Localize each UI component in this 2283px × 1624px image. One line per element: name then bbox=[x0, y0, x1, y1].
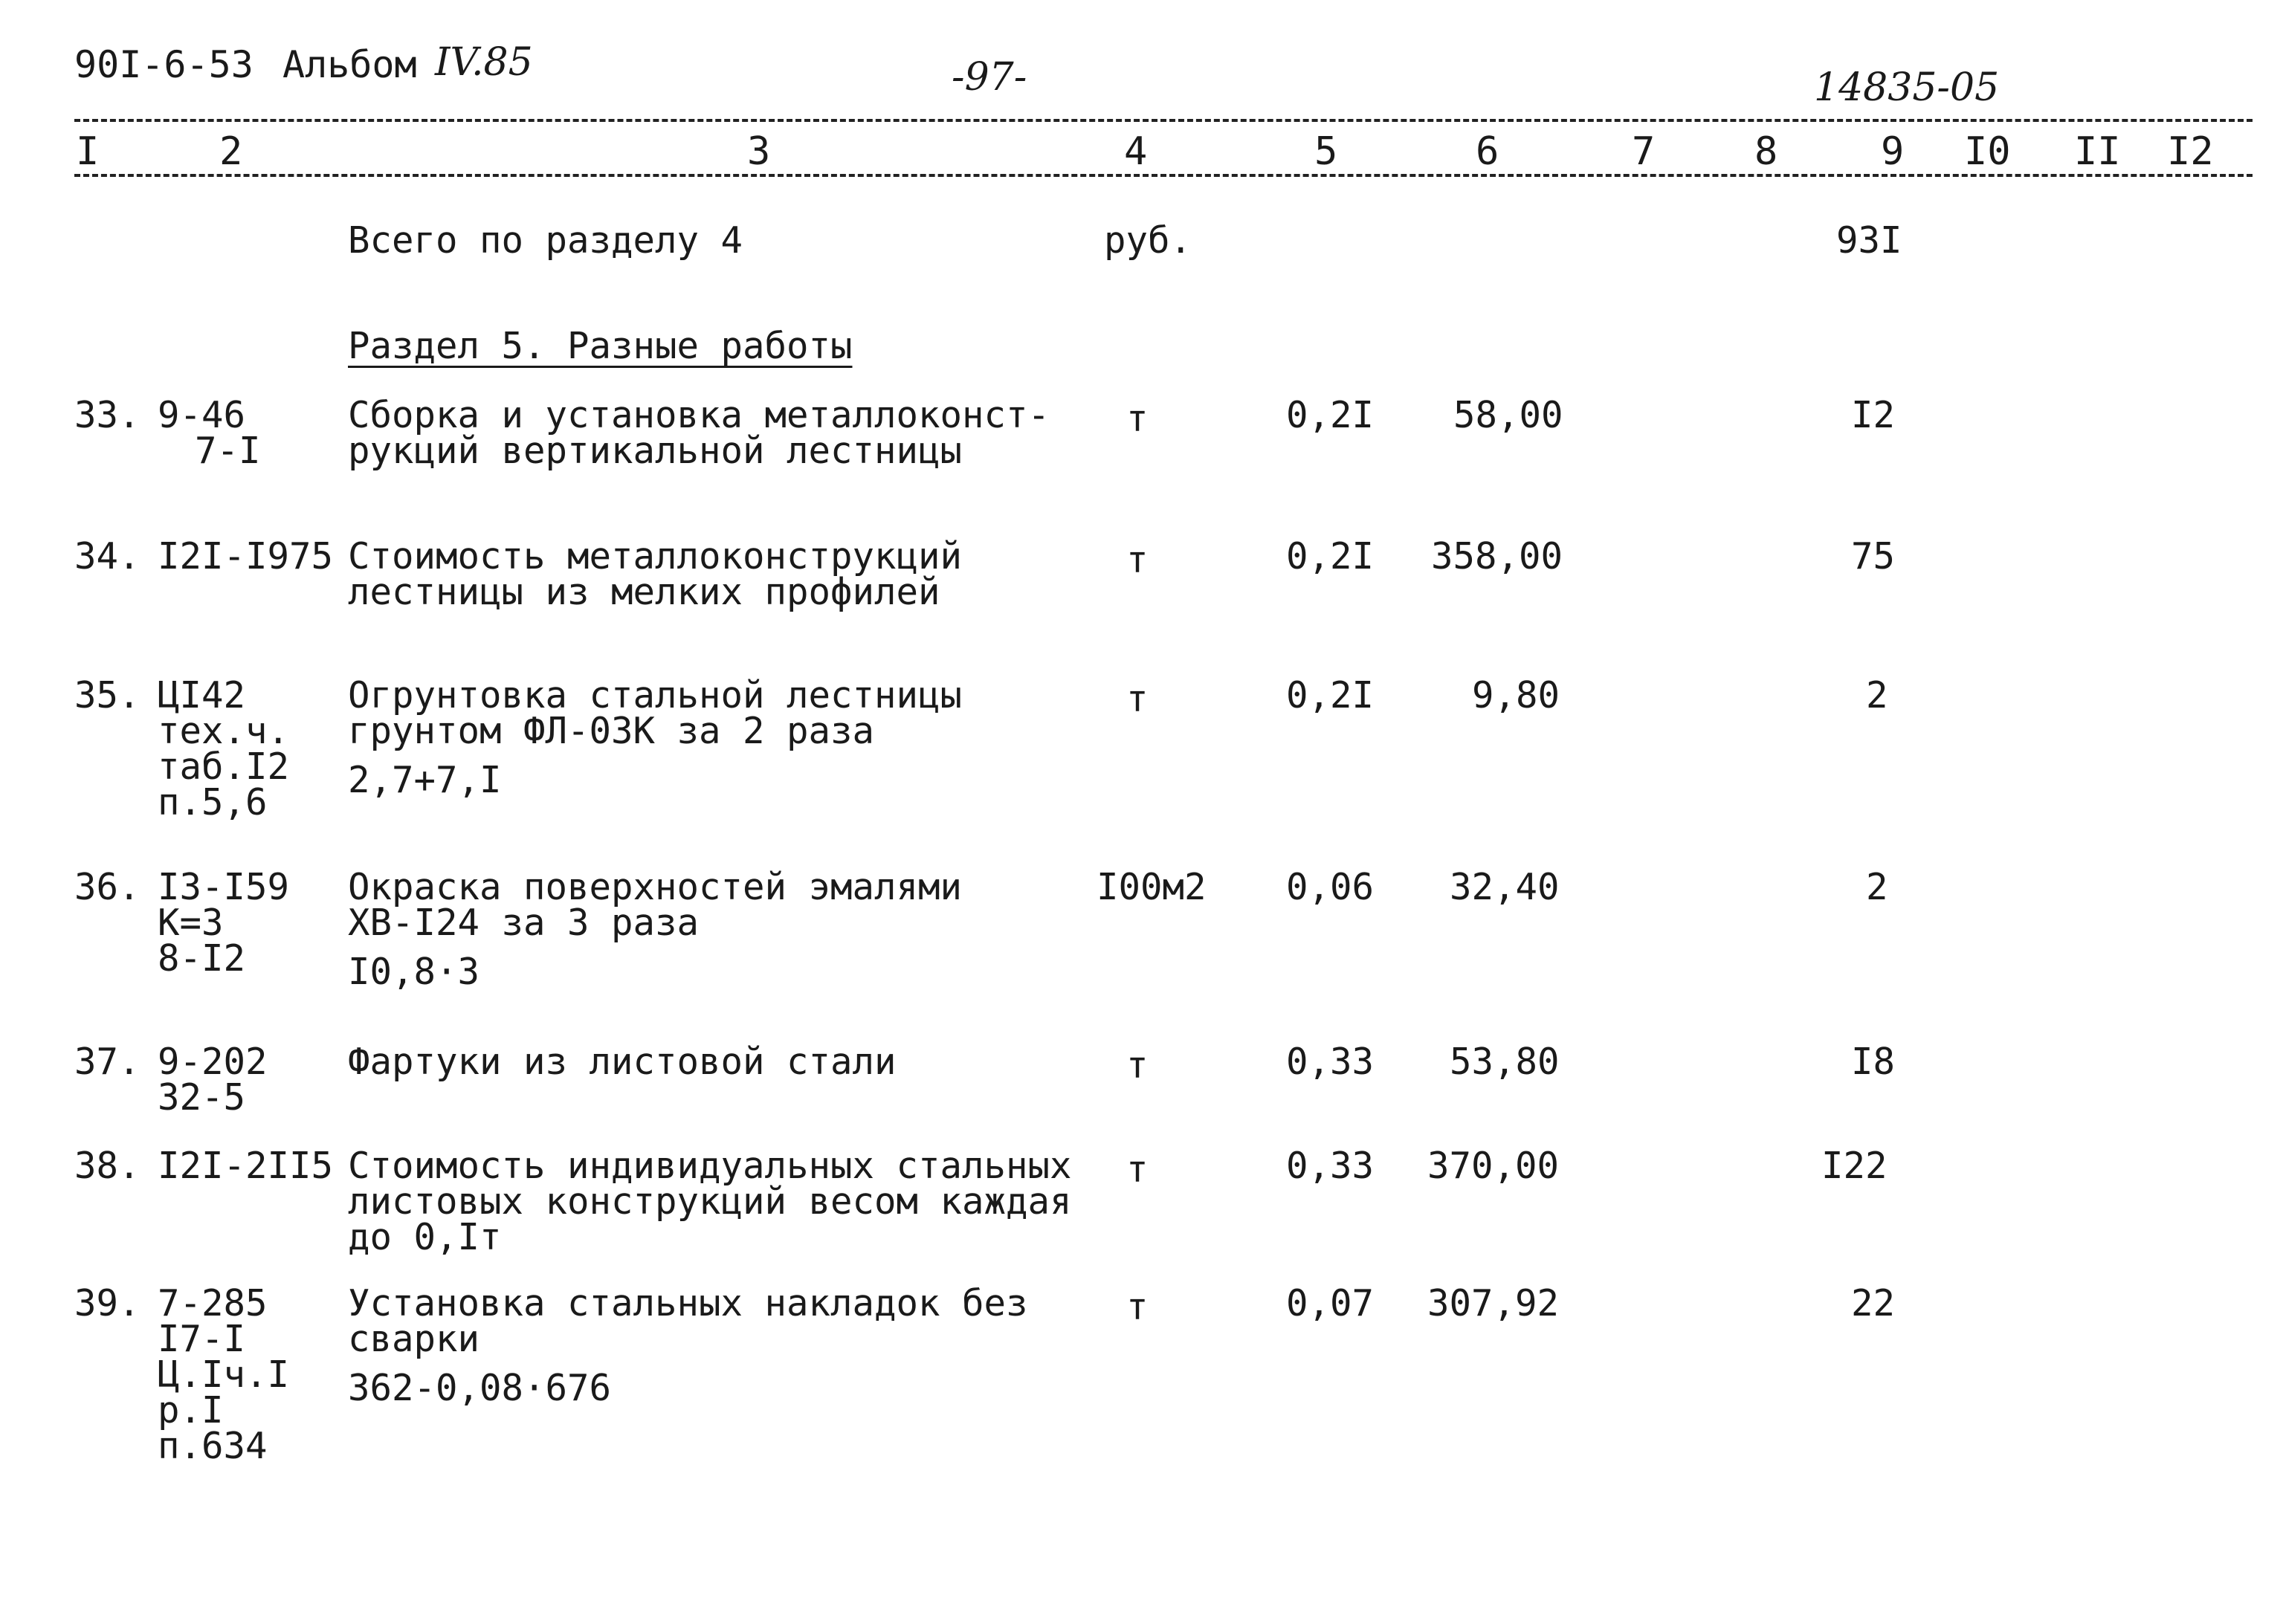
row-quantity: 0,33 bbox=[1286, 1145, 1375, 1187]
description-line: листовых конструкций весом каждая bbox=[348, 1180, 1072, 1223]
page-number: -97- bbox=[952, 55, 1027, 100]
description-line: Окраска поверхностей эмалями bbox=[348, 866, 963, 908]
row-code bbox=[158, 866, 290, 980]
row-quantity: 0,2I bbox=[1286, 674, 1375, 716]
summary-unit: руб. bbox=[1104, 219, 1192, 262]
row-number: 35. bbox=[74, 674, 141, 716]
row-code bbox=[158, 1282, 290, 1467]
column-number: 4 bbox=[1124, 129, 1148, 174]
code-line: 32-5 bbox=[158, 1076, 246, 1119]
row-unit: т bbox=[1126, 1044, 1149, 1087]
code-line: I7-I bbox=[158, 1318, 246, 1360]
code-line: I2I-2II5 bbox=[158, 1145, 334, 1187]
code-line: 9-46 bbox=[158, 394, 246, 436]
row-unit-price: 53,80 bbox=[1450, 1041, 1560, 1083]
row-total: 75 bbox=[1851, 535, 1896, 578]
row-description bbox=[348, 535, 963, 613]
row-unit: т bbox=[1126, 398, 1149, 440]
row-quantity: 0,07 bbox=[1286, 1282, 1375, 1324]
row-unit-price: 58,00 bbox=[1453, 394, 1563, 436]
description-line: Сборка и установка металлоконст- bbox=[348, 394, 1050, 436]
code-line: 9-202 bbox=[158, 1041, 268, 1083]
row-description bbox=[348, 866, 963, 993]
row-description bbox=[348, 1282, 1028, 1409]
code-line: ЦI42 bbox=[158, 674, 246, 716]
code-line: 7-I bbox=[195, 430, 261, 472]
row-description bbox=[348, 1145, 1072, 1258]
code-line: п.5,6 bbox=[158, 781, 268, 824]
row-unit-price: 32,40 bbox=[1450, 866, 1560, 908]
document-code: 90I-6-53 bbox=[74, 43, 254, 86]
column-number: 2 bbox=[219, 129, 243, 174]
row-unit: I00м2 bbox=[1097, 866, 1207, 908]
description-line: ХВ-I24 за 3 раза bbox=[348, 902, 700, 944]
column-number: I0 bbox=[1964, 129, 2011, 174]
row-number: 33. bbox=[74, 394, 141, 436]
column-number: 6 bbox=[1476, 129, 1499, 174]
description-line: грунтом ФЛ-03К за 2 раза bbox=[348, 710, 875, 752]
row-quantity: 0,2I bbox=[1286, 394, 1375, 436]
row-unit-price: 370,00 bbox=[1427, 1145, 1560, 1187]
column-number: I bbox=[76, 129, 100, 174]
code-line: п.634 bbox=[158, 1425, 268, 1467]
calculation-line: I0,8·3 bbox=[348, 951, 480, 993]
section-title: Раздел 5. Разные работы bbox=[348, 325, 853, 367]
code-line: Ц.Iч.I bbox=[158, 1353, 290, 1396]
calculation-line: 2,7+7,I bbox=[348, 759, 502, 801]
document-number: 14835-05 bbox=[1814, 65, 2000, 110]
code-line: 8-I2 bbox=[158, 937, 246, 980]
row-number: 38. bbox=[74, 1145, 141, 1187]
row-total: I22 bbox=[1821, 1145, 1888, 1187]
row-unit-price: 358,00 bbox=[1431, 535, 1563, 578]
row-unit: т bbox=[1126, 1148, 1149, 1191]
row-quantity: 0,06 bbox=[1286, 866, 1375, 908]
row-code bbox=[158, 674, 290, 824]
summary-label: Всего по разделу 4 bbox=[348, 219, 743, 262]
row-number: 39. bbox=[74, 1282, 141, 1324]
row-unit: т bbox=[1126, 539, 1149, 581]
column-number: 3 bbox=[747, 129, 771, 174]
column-number: 9 bbox=[1881, 129, 1905, 174]
row-total: I2 bbox=[1851, 394, 1896, 436]
calculation-line: 362-0,08·676 bbox=[348, 1367, 612, 1409]
column-number: II bbox=[2074, 129, 2121, 174]
row-code bbox=[158, 1041, 268, 1119]
code-line: К=3 bbox=[158, 902, 224, 944]
row-total: I8 bbox=[1851, 1041, 1896, 1083]
description-line: Стоимость индивидуальных стальных bbox=[348, 1145, 1072, 1187]
row-unit-price: 9,80 bbox=[1472, 674, 1560, 716]
row-quantity: 0,2I bbox=[1286, 535, 1375, 578]
row-total: 2 bbox=[1866, 674, 1888, 716]
code-line: тех.ч. bbox=[158, 710, 290, 752]
row-number: 36. bbox=[74, 866, 141, 908]
row-code bbox=[158, 394, 261, 472]
description-line: лестницы из мелких профилей bbox=[348, 571, 940, 613]
header-top-rule bbox=[74, 119, 2253, 122]
code-line: I3-I59 bbox=[158, 866, 290, 908]
code-line: таб.I2 bbox=[158, 745, 290, 788]
header-bottom-rule bbox=[74, 174, 2253, 177]
row-quantity: 0,33 bbox=[1286, 1041, 1375, 1083]
description-line: Огрунтовка стальной лестницы bbox=[348, 674, 963, 716]
album-number: IV.85 bbox=[435, 40, 533, 85]
row-description bbox=[348, 1041, 897, 1083]
description-line: Фартуки из листовой стали bbox=[348, 1041, 897, 1083]
code-line: р.I bbox=[158, 1389, 224, 1431]
description-line: до 0,Iт bbox=[348, 1216, 502, 1258]
row-unit: т bbox=[1126, 678, 1149, 720]
row-total: 2 bbox=[1866, 866, 1888, 908]
row-unit: т bbox=[1126, 1286, 1149, 1328]
row-code bbox=[158, 535, 334, 578]
row-code bbox=[158, 1145, 334, 1187]
row-number: 34. bbox=[74, 535, 141, 578]
description-line: рукций вертикальной лестницы bbox=[348, 430, 963, 472]
description-line: Установка стальных накладок без bbox=[348, 1282, 1028, 1324]
column-number: I2 bbox=[2167, 129, 2214, 174]
album-label: Альбом bbox=[282, 43, 417, 86]
row-description bbox=[348, 674, 963, 801]
code-line: I2I-I975 bbox=[158, 535, 334, 578]
column-number: 7 bbox=[1632, 129, 1656, 174]
row-unit-price: 307,92 bbox=[1427, 1282, 1560, 1324]
summary-total: 93I bbox=[1836, 219, 1902, 262]
row-description bbox=[348, 394, 1050, 472]
description-line: сварки bbox=[348, 1318, 480, 1360]
code-line: 7-285 bbox=[158, 1282, 268, 1324]
column-number: 5 bbox=[1314, 129, 1338, 174]
row-total: 22 bbox=[1851, 1282, 1896, 1324]
column-number: 8 bbox=[1754, 129, 1778, 174]
description-line: Стоимость металлоконструкций bbox=[348, 535, 963, 578]
row-number: 37. bbox=[74, 1041, 141, 1083]
